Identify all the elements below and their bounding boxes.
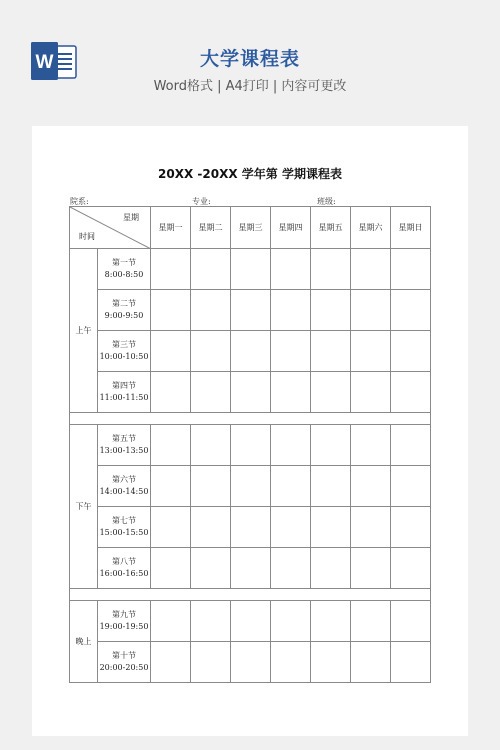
schedule-cell[interactable] [151,466,191,507]
schedule-cell[interactable] [311,601,351,642]
period-cell [98,425,151,466]
schedule-cell[interactable] [271,290,311,331]
schedule-cell[interactable] [391,507,431,548]
period-time: 13:00-13:50 [99,446,149,455]
schedule-cell[interactable] [351,249,391,290]
section-label: 晚上 [70,601,98,683]
period-cell [98,249,151,290]
schedule-cell[interactable] [231,249,271,290]
period-time: 11:00-11:50 [99,393,149,402]
day-header: 星期五 [311,207,351,249]
period-time: 15:00-15:50 [99,528,149,537]
document-page [32,126,468,736]
schedule-cell[interactable] [311,425,351,466]
period-time: 20:00-20:50 [99,663,149,672]
period-row [70,425,431,466]
schedule-cell[interactable] [311,331,351,372]
period-name: 第九节 [112,610,136,620]
schedule-cell[interactable] [271,642,311,683]
schedule-cell[interactable] [271,601,311,642]
schedule-cell[interactable] [391,642,431,683]
period-row [70,642,431,683]
day-header: 星期四 [271,207,311,249]
schedule-cell[interactable] [391,290,431,331]
section-gap [70,589,431,601]
schedule-cell[interactable] [151,249,191,290]
schedule-cell[interactable] [231,601,271,642]
period-row [70,548,431,589]
period-cell [98,466,151,507]
schedule-cell[interactable] [311,372,351,413]
schedule-cell[interactable] [391,249,431,290]
schedule-cell[interactable] [311,548,351,589]
schedule-cell[interactable] [351,507,391,548]
schedule-cell[interactable] [231,425,271,466]
day-header: 星期二 [191,207,231,249]
schedule-cell[interactable] [391,548,431,589]
schedule-cell[interactable] [191,548,231,589]
schedule-cell[interactable] [351,601,391,642]
period-row [70,601,431,642]
period-cell [98,548,151,589]
schedule-cell[interactable] [271,372,311,413]
period-name: 第二节 [112,299,136,309]
corner-time-label: 时间 [79,232,95,242]
period-cell [98,290,151,331]
schedule-cell[interactable] [271,466,311,507]
schedule-cell[interactable] [351,290,391,331]
period-row [70,290,431,331]
header-row [70,207,431,249]
schedule-cell[interactable] [311,290,351,331]
section-gap-row [70,589,431,601]
section-label: 下午 [70,425,98,589]
day-header: 星期一 [151,207,191,249]
period-cell [98,372,151,413]
day-header: 星期六 [351,207,391,249]
schedule-cell[interactable] [231,507,271,548]
period-name: 第八节 [112,557,136,567]
day-header: 星期三 [231,207,271,249]
section-gap-row [70,413,431,425]
schedule-cell[interactable] [191,331,231,372]
page-subtitle: Word格式 | A4打印 | 内容可更改 [153,79,347,94]
major-label: 专业: [192,197,211,206]
schedule-cell[interactable] [151,425,191,466]
schedule-cell[interactable] [351,425,391,466]
day-header: 星期日 [391,207,431,249]
schedule-cell[interactable] [231,372,271,413]
schedule-cell[interactable] [271,507,311,548]
period-row [70,249,431,290]
period-time: 19:00-19:50 [99,622,149,631]
period-cell [98,331,151,372]
schedule-cell[interactable] [151,642,191,683]
period-time: 16:00-16:50 [99,569,149,578]
schedule-cell[interactable] [191,372,231,413]
schedule-cell[interactable] [351,372,391,413]
period-time: 14:00-14:50 [99,487,149,496]
period-time: 8:00-8:50 [104,270,144,279]
period-row [70,507,431,548]
schedule-cell[interactable] [191,601,231,642]
schedule-cell[interactable] [351,642,391,683]
schedule-cell[interactable] [231,548,271,589]
schedule-cell[interactable] [391,372,431,413]
period-cell [98,642,151,683]
section-label: 上午 [70,249,98,413]
document-title: 20XX -20XX 学年第 学期课程表 [158,167,342,181]
period-row [70,466,431,507]
schedule-cell[interactable] [191,425,231,466]
schedule-cell[interactable] [351,466,391,507]
period-row [70,331,431,372]
schedule-cell[interactable] [391,425,431,466]
schedule-cell[interactable] [271,425,311,466]
period-cell [98,601,151,642]
schedule-cell[interactable] [311,249,351,290]
schedule-cell[interactable] [191,249,231,290]
period-time: 10:00-10:50 [99,352,149,361]
period-name: 第一节 [112,258,136,268]
schedule-cell[interactable] [231,642,271,683]
period-row [70,372,431,413]
corner-weekday-label: 星期 [123,213,139,222]
schedule-cell[interactable] [231,466,271,507]
period-time: 9:00-9:50 [104,311,144,320]
schedule-cell[interactable] [231,331,271,372]
schedule-cell[interactable] [191,507,231,548]
schedule-cell[interactable] [191,290,231,331]
page-title: 大学课程表 [199,48,300,70]
header [0,0,500,120]
corner-cell [70,207,151,249]
schedule-cell[interactable] [151,331,191,372]
svg-text:W: W [35,52,54,73]
period-name: 第六节 [112,475,136,485]
schedule-cell[interactable] [311,642,351,683]
period-cell [98,507,151,548]
schedule-cell[interactable] [271,249,311,290]
schedule-cell[interactable] [271,548,311,589]
schedule-cell[interactable] [151,507,191,548]
schedule-cell[interactable] [191,466,231,507]
schedule-cell[interactable] [351,548,391,589]
schedule-cell[interactable] [391,331,431,372]
period-name: 第四节 [112,381,136,391]
period-name: 第三节 [112,340,136,350]
schedule-cell[interactable] [391,466,431,507]
schedule-cell[interactable] [151,372,191,413]
period-name: 第七节 [112,516,136,526]
schedule-cell[interactable] [231,290,271,331]
period-name: 第五节 [112,434,136,444]
college-label: 院系: [70,197,89,206]
schedule-cell[interactable] [351,331,391,372]
schedule-cell[interactable] [391,601,431,642]
schedule-cell[interactable] [151,548,191,589]
schedule-cell[interactable] [311,507,351,548]
class-label: 班级: [317,197,336,206]
schedule-cell[interactable] [271,331,311,372]
section-gap [70,413,431,425]
schedule-table [69,206,431,683]
period-name: 第十节 [112,651,136,661]
schedule-cell[interactable] [191,642,231,683]
schedule-cell[interactable] [151,601,191,642]
schedule-cell[interactable] [311,466,351,507]
schedule-cell[interactable] [151,290,191,331]
